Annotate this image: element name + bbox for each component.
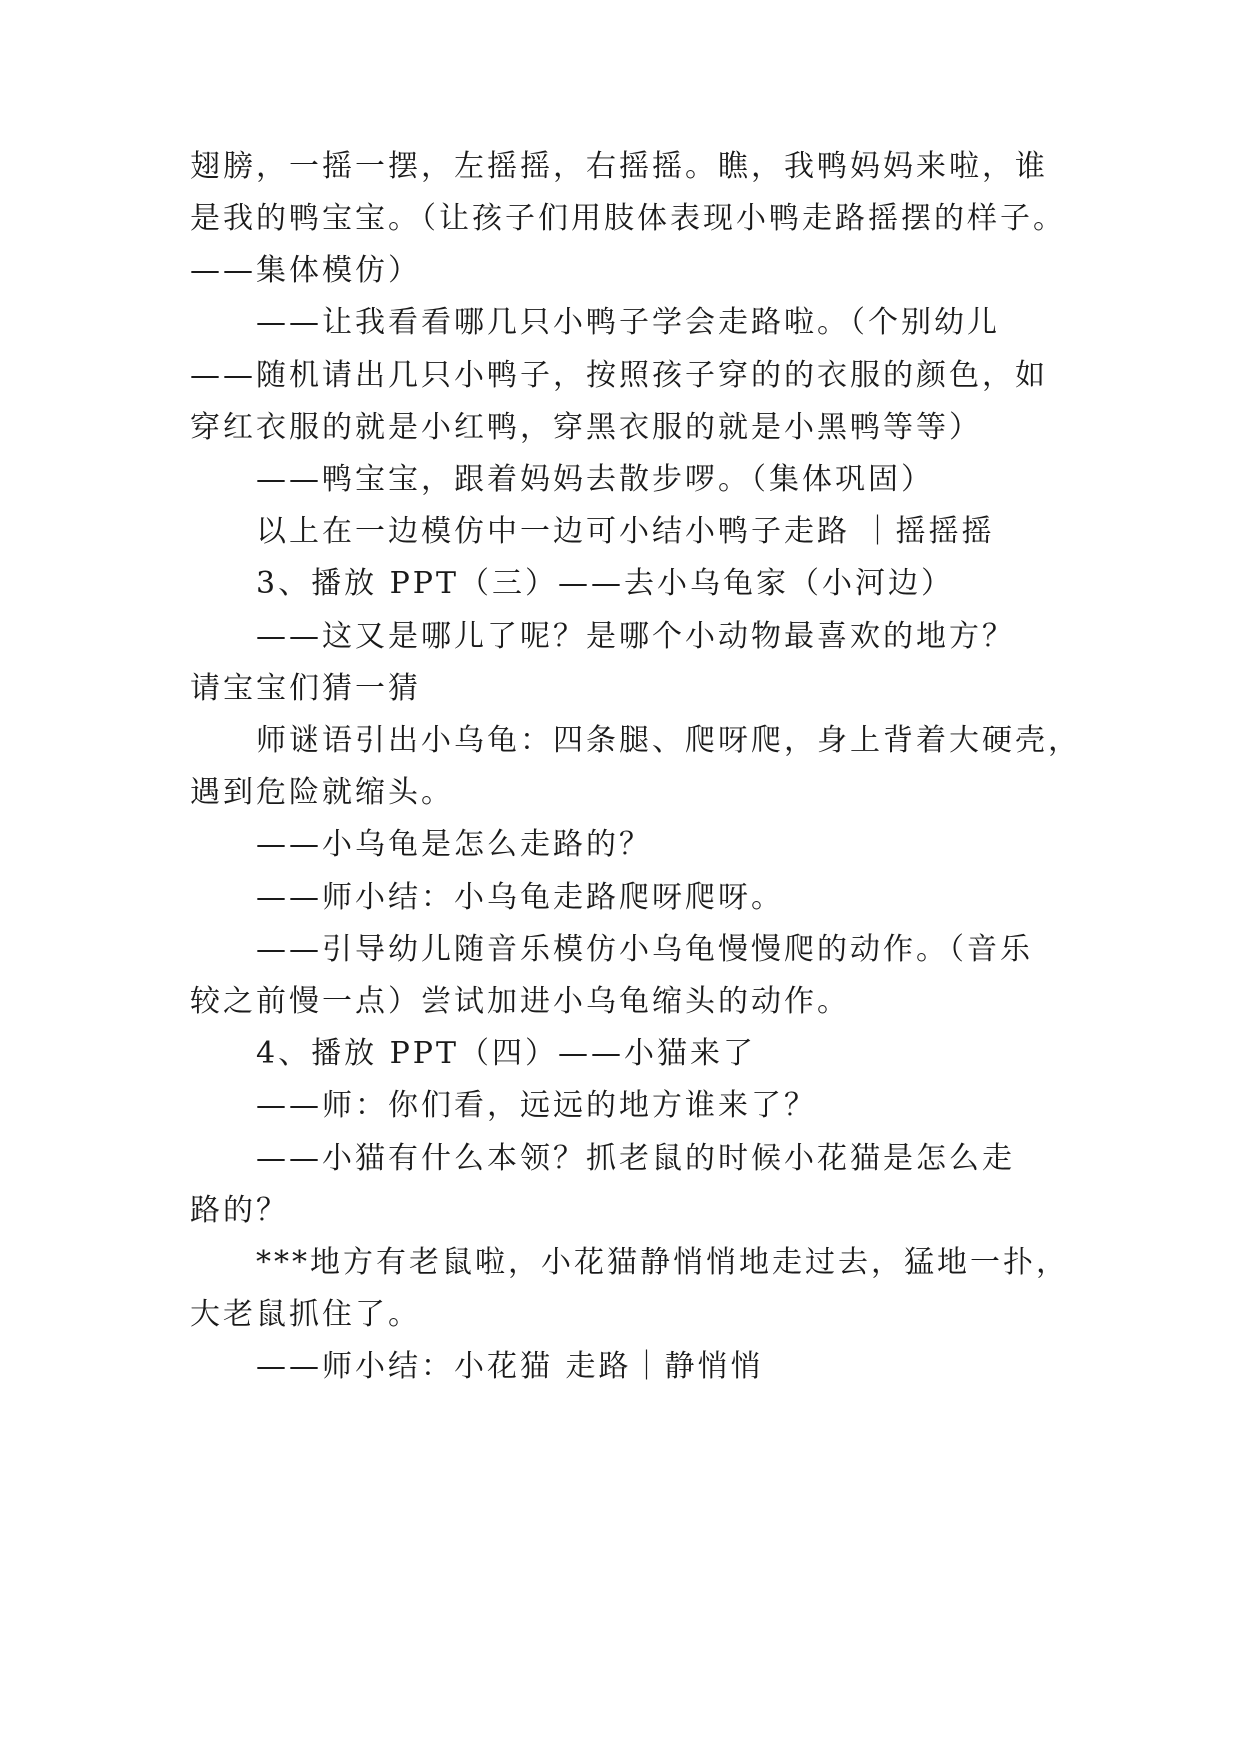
text-line: 师谜语引出小乌龟：四条腿、爬呀爬，身上背着大硬壳， — [256, 723, 1081, 758]
text-line: 以上在一边模仿中一边可小结小鸭子走路 ｜摇摇摇 — [256, 514, 995, 549]
text-line: ——小乌龟是怎么走路的？ — [256, 827, 652, 862]
text-line: 较之前慢一点）尝试加进小乌龟缩头的动作。 — [190, 984, 850, 1019]
text-line: ——让我看看哪几只小鸭子学会走路啦。（个别幼儿 — [256, 305, 1000, 340]
text-line: ——这又是哪儿了呢？是哪个小动物最喜欢的地方？ — [256, 619, 1015, 654]
section-heading: 4、播放 PPT（四）——小猫来了 — [256, 1036, 757, 1071]
text-line: 大老鼠抓住了。 — [190, 1297, 421, 1332]
text-line: ——师：你们看，远远的地方谁来了？ — [256, 1088, 817, 1123]
text-line: 请宝宝们猜一猜 — [190, 671, 421, 706]
text-line: ——集体模仿） — [190, 253, 421, 288]
section-heading: 3、播放 PPT（三）——去小乌龟家（小河边） — [256, 566, 955, 601]
text-line: ——引导幼儿随音乐模仿小乌龟慢慢爬的动作。（音乐 — [256, 932, 1033, 967]
text-line: 翅膀，一摇一摆，左摇摇，右摇摇。瞧，我鸭妈妈来啦，谁 — [190, 149, 1048, 184]
text-line: 穿红衣服的就是小红鸭，穿黑衣服的就是小黑鸭等等） — [190, 410, 982, 445]
text-line: 是我的鸭宝宝。（让孩子们用肢体表现小鸭走路摇摆的样子。 — [190, 201, 1066, 236]
text-line: ——小猫有什么本领？抓老鼠的时候小花猫是怎么走 — [256, 1141, 1015, 1176]
text-line: ——师小结：小乌龟走路爬呀爬呀。 — [256, 880, 784, 915]
text-line: ——鸭宝宝，跟着妈妈去散步啰。（集体巩固） — [256, 462, 934, 497]
text-line: ——师小结：小花猫 走路｜静悄悄 — [256, 1349, 764, 1384]
text-line: 遇到危险就缩头。 — [190, 775, 454, 810]
text-line: ——随机请出几只小鸭子，按照孩子穿的的衣服的颜色，如 — [190, 358, 1048, 393]
text-line: 路的？ — [190, 1193, 289, 1228]
text-line: ***地方有老鼠啦，小花猫静悄悄地走过去，猛地一扑， — [256, 1245, 1069, 1280]
